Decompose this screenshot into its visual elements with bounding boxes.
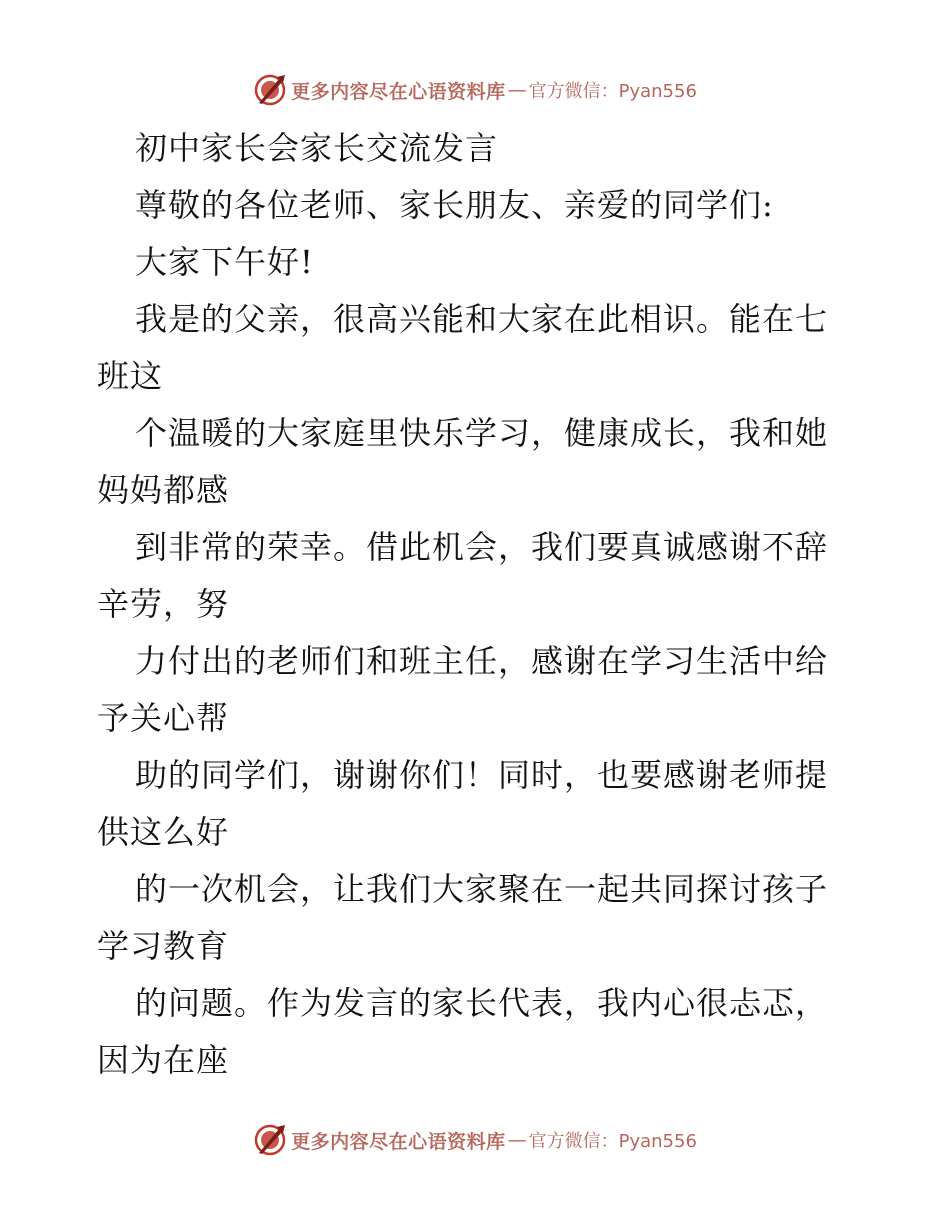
paragraph-line: 的问题。作为发言的家长代表，我内心很忐忑， xyxy=(135,984,829,1022)
header-banner xyxy=(0,70,950,110)
paragraph-line: 学习教育 xyxy=(97,927,230,965)
paragraph-line: 力付出的老师们和班主任，感谢在学习生活中给 xyxy=(135,642,829,680)
banner-separator: — xyxy=(507,1129,527,1151)
paragraph-line: 个温暖的大家庭里快乐学习，健康成长，我和她 xyxy=(135,414,829,452)
wechat-contact-text: 官方微信：Pyan556 xyxy=(528,81,697,102)
document-body xyxy=(97,120,857,1089)
quill-pen-logo-icon xyxy=(253,73,287,107)
paragraph-line: 到非常的荣幸。借此机会，我们要真诚感谢不辞 xyxy=(135,528,829,566)
paragraph-line: 予关心帮 xyxy=(97,699,230,737)
banner-separator: — xyxy=(507,79,527,101)
paragraph-line: 供这么好 xyxy=(97,813,230,851)
paragraph-line: 班这 xyxy=(97,357,164,395)
site-name-text: 更多内容尽在心语资料库 xyxy=(291,80,506,103)
paragraph-line: 辛劳，努 xyxy=(97,585,230,623)
paragraph-line: 助的同学们，谢谢你们！同时，也要感谢老师提 xyxy=(135,756,829,794)
wechat-contact-text: 官方微信：Pyan556 xyxy=(528,1131,697,1152)
greeting: 大家下午好! xyxy=(135,243,314,281)
paragraph-line: 的一次机会，让我们大家聚在一起共同探讨孩子 xyxy=(135,870,829,908)
salutation: 尊敬的各位老师、家长朋友、亲爱的同学们: xyxy=(135,186,774,224)
quill-pen-logo-icon xyxy=(253,1123,287,1157)
document-title: 初中家长会家长交流发言 xyxy=(135,129,499,167)
site-name-text: 更多内容尽在心语资料库 xyxy=(291,1130,506,1153)
paragraph-line: 我是的父亲，很高兴能和大家在此相识。能在七 xyxy=(135,300,829,338)
paragraph-line: 妈妈都感 xyxy=(97,471,230,509)
paragraph-line: 因为在座 xyxy=(97,1041,230,1079)
footer-banner xyxy=(0,1120,950,1160)
